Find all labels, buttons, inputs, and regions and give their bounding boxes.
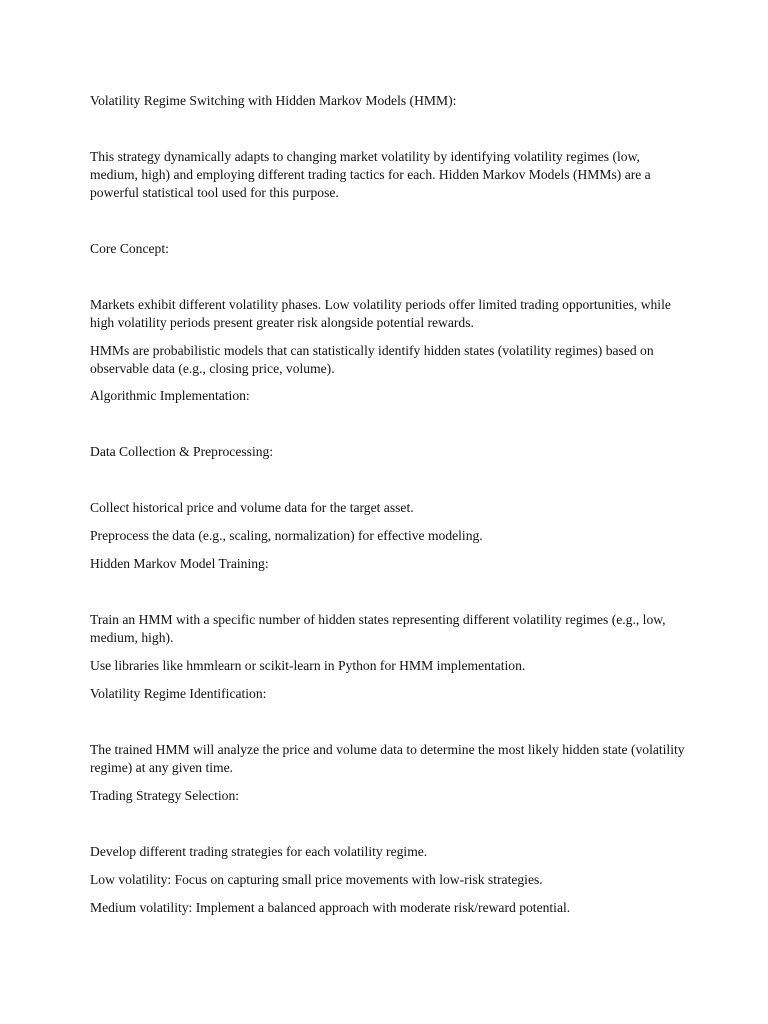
data-collection-paragraph-2: Preprocess the data (e.g., scaling, normalization) for effective modeling. <box>90 528 483 543</box>
hmm-training-paragraph-1: Train an HMM with a specific number of hidden states representing different volatility regimes (e.g., low, medium, high). <box>90 612 666 645</box>
trading-strategy-paragraph-1: Develop different trading strategies for each volatility regime. <box>90 844 428 859</box>
document-title: Volatility Regime Switching with Hidden Markov Models (HMM): <box>90 93 457 108</box>
hmm-training-paragraph-2: Use libraries like hmmlearn or scikit-learn in Python for HMM implementation. <box>90 658 526 673</box>
intro-paragraph: This strategy dynamically adapts to changing market volatility by identifying volatility regimes (low, medium, high) and employing different trading tactics for each. Hidden Markov Models (HMMs) are a powerful statistical tool used for this purpose. <box>90 149 651 200</box>
data-collection-paragraph-1: Collect historical price and volume data for the target asset. <box>90 500 414 515</box>
trading-strategy-paragraph-2: Low volatility: Focus on capturing small price movements with low-risk strategies. <box>90 872 543 887</box>
data-collection-heading: Data Collection & Preprocessing: <box>90 444 274 459</box>
trading-strategy-paragraph-3: Medium volatility: Implement a balanced approach with moderate risk/reward potential. <box>90 900 571 915</box>
regime-identification-paragraph: The trained HMM will analyze the price and volume data to determine the most likely hidden state (volatility regime) at any given time. <box>90 742 685 775</box>
trading-strategy-heading: Trading Strategy Selection: <box>90 788 240 803</box>
core-concept-paragraph-1: Markets exhibit different volatility phases. Low volatility periods offer limited trading opportunities, while high volatility periods present greater risk alongside potential rewards. <box>90 297 671 330</box>
algorithmic-implementation-heading: Algorithmic Implementation: <box>90 388 250 403</box>
hmm-training-heading: Hidden Markov Model Training: <box>90 556 269 571</box>
regime-identification-heading: Volatility Regime Identification: <box>90 686 267 701</box>
core-concept-paragraph-2: HMMs are probabilistic models that can statistically identify hidden states (volatility regimes) based on observable data (e.g., closing price, volume). <box>90 343 654 376</box>
core-concept-heading: Core Concept: <box>90 241 169 256</box>
